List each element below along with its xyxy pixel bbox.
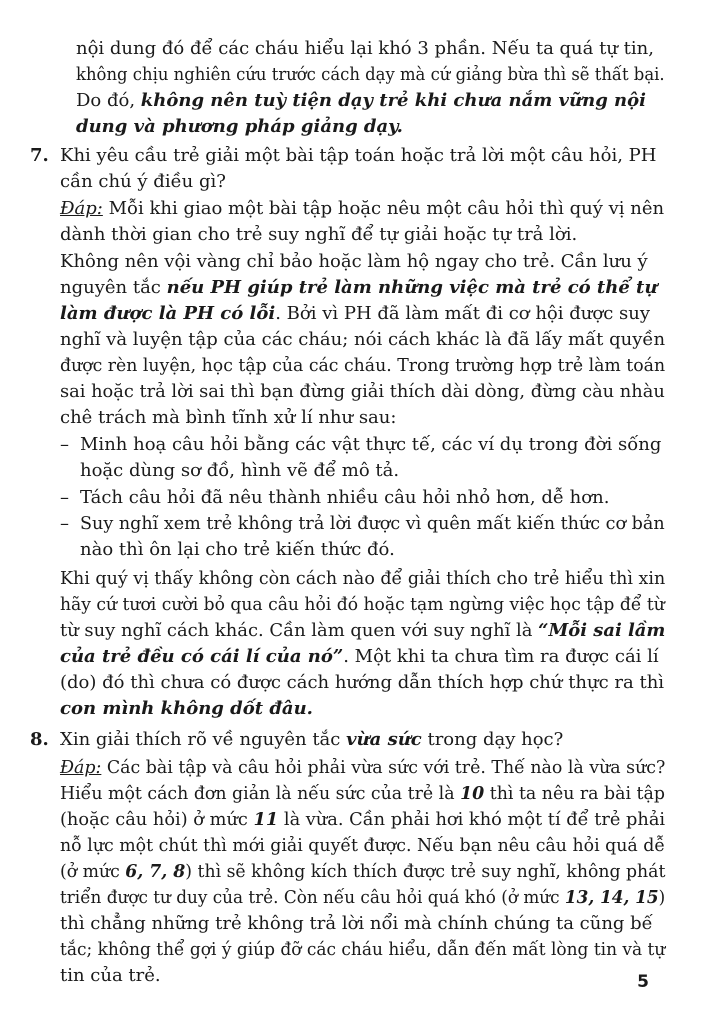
answer-line [60,911,653,937]
text-span: Khi quý vị thấy không còn cách nào để giải thích cho trẻ hiểu thì xin [60,568,666,589]
text-line [76,62,665,88]
emphasis-text: vừa sức [346,729,422,750]
emphasis-text: con mình không dốt đâu. [60,698,313,719]
list-item [80,511,665,537]
emphasis-text: 10 [460,783,485,804]
answer-line [60,222,577,248]
text-span: hãy cứ tươi cười bỏ qua câu hỏi đó hoặc tạm ngừng việc học tập để từ [60,594,665,615]
text-span: không chịu nghiên cứu trước cách dạy mà cứ giảng bừa thì sẽ thất bại. [76,64,665,85]
text-line [60,379,665,405]
text-span: Tách câu hỏi đã nêu thành nhiều câu hỏi nhỏ hơn, dễ hơn. [80,487,610,508]
text-span: Xin giải thích rõ về nguyên tắc [60,729,347,750]
list-bullet: – [60,513,69,534]
text-line [60,327,665,353]
answer-line [60,755,665,781]
answer-line [60,781,665,807]
list-bullet: – [60,487,69,508]
answer-line [60,885,665,911]
list-item [80,485,609,511]
text-line [76,114,403,140]
emphasis-text: 13, 14, 15 [564,887,659,908]
text-span: tắc; không thể gợi ý giúp đỡ các cháu hiểu, dẫn đến mất lòng tin và tự [60,939,666,960]
text-span: được rèn luyện, học tập của các cháu. Trong trường hợp trẻ làm toán [60,355,666,376]
question-line [60,727,563,753]
text-span: . Một khi ta chưa tìm ra được cái lí [343,646,659,667]
text-span: thì chẳng những trẻ không trả lời nổi mà chính chúng ta cũng bế [60,913,653,934]
text-line [60,301,650,327]
text-span: . Bởi vì PH đã làm mất đi cơ hội được suy [275,303,650,324]
text-span: trong dạy học? [421,729,564,750]
text-line [60,670,664,696]
text-span: ) [658,887,666,908]
answer-label: Đáp: [60,757,102,778]
text-span: tin của trẻ. [60,965,161,986]
text-span: Minh hoạ câu hỏi bằng các vật thực tế, các ví dụ trong đời sống [80,434,662,455]
text-span: Khi yêu cầu trẻ giải một bài tập toán hoặc trả lời một câu hỏi, PH [60,145,657,166]
text-line [60,353,665,379]
text-span: cần chú ý điều gì? [60,171,226,192]
text-span: Các bài tập và câu hỏi phải vừa sức với trẻ. Thế nào là vừa sức? [101,757,666,778]
text-span: ) thì sẽ không kích thích được trẻ suy nghĩ, không phát [185,861,666,882]
emphasis-text: 11 [253,809,279,830]
text-line [60,249,648,275]
answer-line [60,937,665,963]
emphasis-text: không nên tuỳ tiện dạy trẻ khi chưa nắm vững nội [140,90,646,111]
text-line [60,696,313,722]
answer-line [60,807,665,833]
emphasis-text: làm được là PH có lỗi [60,303,276,324]
text-span: nỗ lực một chút thì mới giải quyết được. Nếu bạn nêu câu hỏi quá dễ [60,835,666,856]
answer-line [60,833,665,859]
text-span: nghĩ và luyện tập của các cháu; nói cách khác là đã lấy mất quyền [60,329,666,350]
emphasis-text: của trẻ đều có cái lí của nó” [60,646,344,667]
question-number: 7. [30,145,49,166]
emphasis-text: “Mỗi sai lầm [538,620,666,641]
answer-line [60,859,665,885]
text-span: (do) đó thì chưa có được cách hướng dẫn thích hợp chứ thực ra thì [60,672,665,693]
answer-line [60,196,664,222]
text-line [60,566,665,592]
text-span: là vừa. Cần phải hơi khó một tí để trẻ phải [278,809,666,830]
emphasis-text: nếu PH giúp trẻ làm những việc mà trẻ có thể tự [166,277,658,298]
text-line [60,592,665,618]
text-span: Không nên vội vàng chỉ bảo hoặc làm hộ ngay cho trẻ. Cần lưu ý [60,251,648,272]
text-span: hoặc dùng sơ đồ, hình vẽ để mô tả. [80,460,400,481]
text-line [60,618,665,644]
text-span: Do đó, [76,90,141,111]
question-line [60,143,656,169]
list-bullet: – [60,434,69,455]
text-line [76,88,646,114]
text-span: Mỗi khi giao một bài tập hoặc nêu một câu hỏi thì quý vị nên [102,198,665,219]
question-line [60,169,226,195]
list-item [80,537,395,563]
emphasis-text: dung và phương pháp giảng dạy. [76,116,403,137]
text-span: sai hoặc trả lời sai thì bạn đừng giải thích dài dòng, đừng càu nhàu [60,381,665,402]
text-line [76,36,654,62]
text-span: (hoặc câu hỏi) ở mức [60,809,254,830]
answer-line [60,963,161,989]
text-span: nguyên tắc [60,277,167,298]
list-item [80,458,399,484]
text-span: nội dung đó để các cháu hiểu lại khó 3 phần. Nếu ta quá tự tin, [76,38,654,59]
text-span: nào thì ôn lại cho trẻ kiến thức đó. [80,539,395,560]
emphasis-text: 6, 7, 8 [125,861,186,882]
text-span: (ở mức [60,861,126,882]
question-number: 8. [30,729,49,750]
text-span: Suy nghĩ xem trẻ không trả lời được vì quên mất kiến thức cơ bản [80,513,665,534]
answer-label: Đáp: [60,198,103,219]
text-line [60,405,396,431]
text-span: dành thời gian cho trẻ suy nghĩ để tự giải hoặc tự trả lời. [60,224,578,245]
text-span: triển được tư duy của trẻ. Còn nếu câu hỏi quá khó (ở mức [60,887,565,908]
text-span: thì ta nêu ra bài tập [484,783,665,804]
list-item [80,432,661,458]
text-span: chê trách mà bình tĩnh xử lí như sau: [60,407,397,428]
text-line [60,275,657,301]
page-number: 5 [637,972,649,992]
text-span: từ suy nghĩ cách khác. Cần làm quen với suy nghĩ là [60,620,539,641]
text-span: Hiểu một cách đơn giản là nếu sức của trẻ là [60,783,461,804]
text-line [60,644,659,670]
